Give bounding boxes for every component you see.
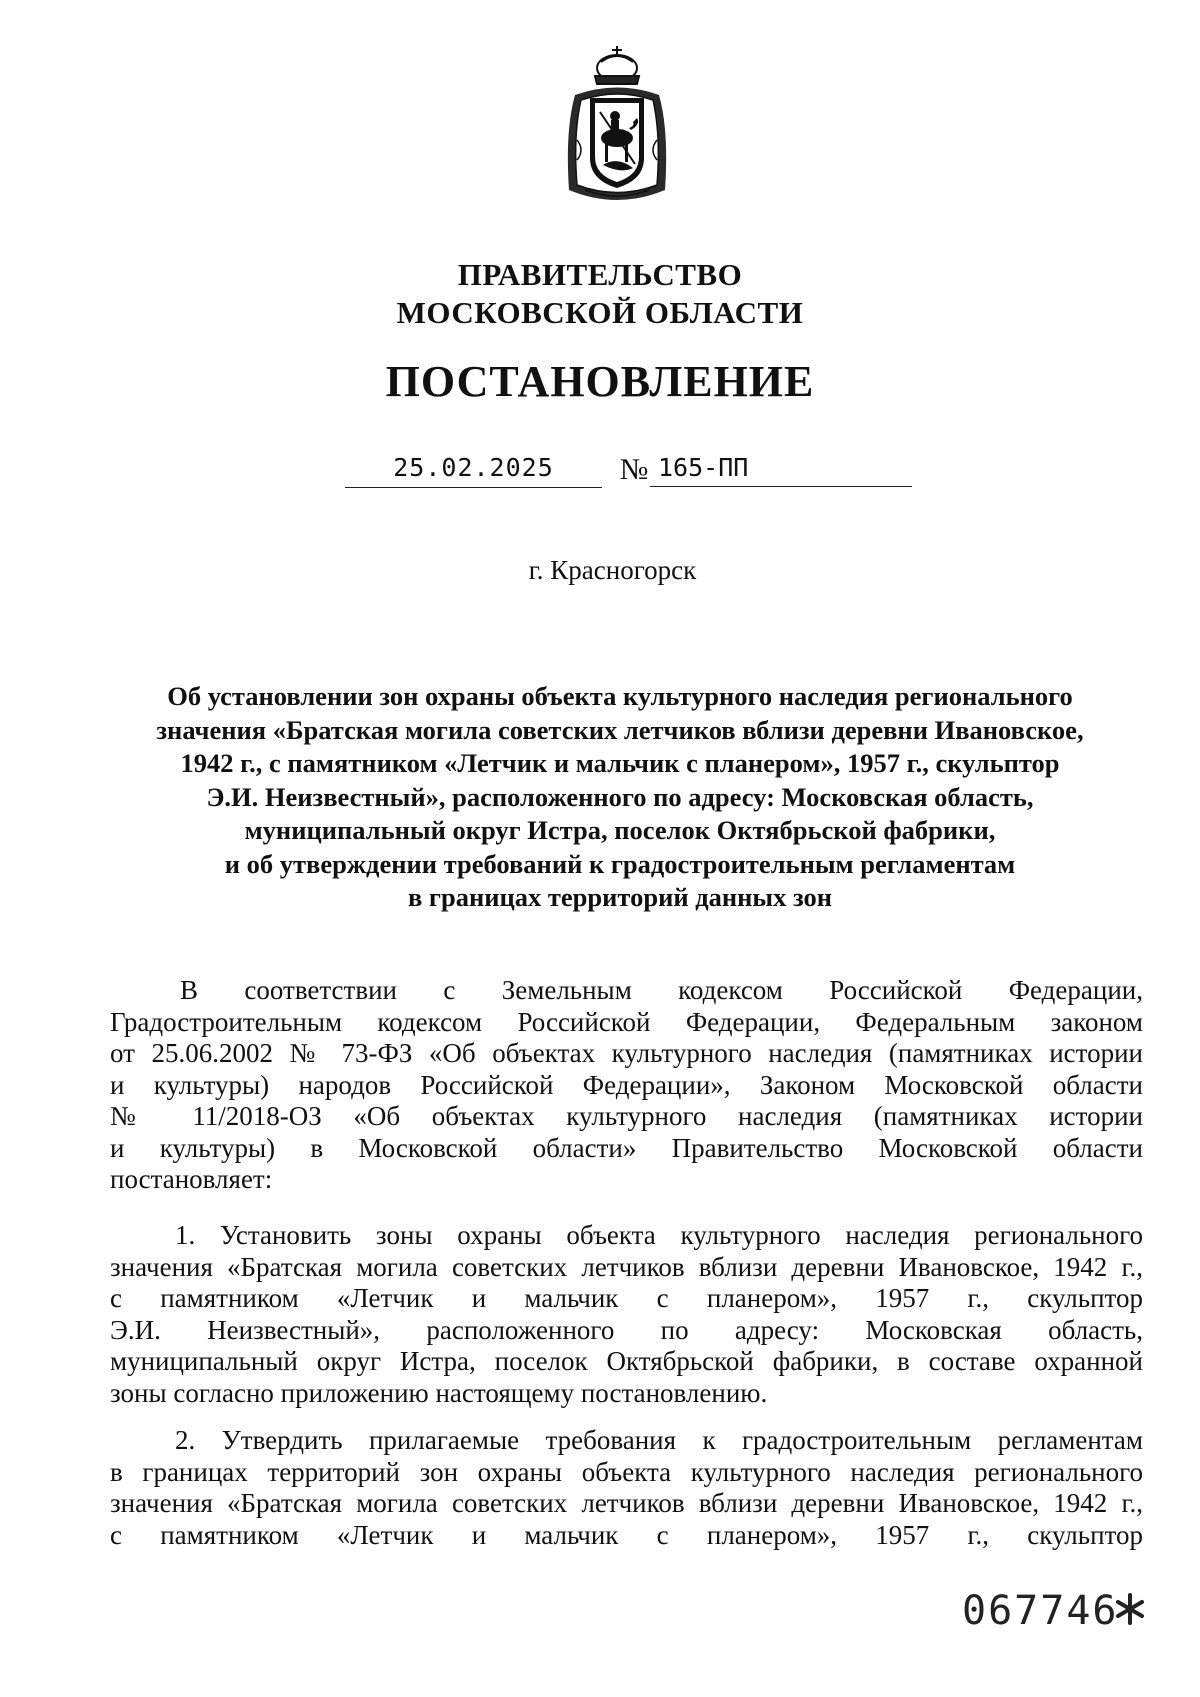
paragraph-line: В соответствии с Земельным кодексом Российской Федерации, [180,975,1143,1005]
paragraph-line: Градостроительным кодексом Российской Федерации, Федеральным законом [110,1006,1143,1037]
paragraph-line: в границах территорий зон охраны объекта культурного наследия регионального [110,1456,1143,1487]
document-title [100,680,1140,915]
asterisk-icon [1110,1589,1150,1629]
title-line: 1942 г., с памятником «Летчик и мальчик с планером», 1957 г., скульптор [180,748,1060,778]
clause-2-paragraph [110,1425,1143,1551]
serial-number: 067746 [962,1588,1119,1634]
title-line: Э.И. Неизвестный», расположенного по адресу: Московская область, [206,781,1034,812]
paragraph-line: Э.И. Неизвестный», расположенного по адресу: Московская область, [110,1314,1143,1345]
preamble-paragraph [110,975,1143,1196]
paragraph-line: муниципальный округ Истра, поселок Октябрьской фабрики, в составе охранной [110,1346,1143,1376]
paragraph-line: с памятником «Летчик и мальчик с планером», 1957 г., скульптор [110,1283,1143,1313]
document-type-heading: ПОСТАНОВЛЕНИЕ [385,357,815,406]
paragraph-line: зоны согласно приложению настоящему постановлению. [110,1377,768,1408]
organization-name-line1: ПРАВИТЕЛЬСТВО [457,257,743,292]
paragraph-line: значения «Братская могила советских летчиков вблизи деревни Ивановское, 1942 г., [110,1251,1143,1282]
title-line: значения «Братская могила советских летчиков вблизи деревни Ивановское, [156,714,1084,745]
title-line: в границах территорий данных зон [408,882,832,912]
paragraph-line: 1. Установить зоны охраны объекта культурного наследия регионального [175,1220,1143,1250]
title-line: муниципальный округ Истра, поселок Октябрьской фабрики, [244,815,996,845]
paragraph-line: и культуры) народов Российской Федерации», Законом Московской области [110,1069,1143,1100]
paragraph-line: и культуры) в Московской области» Правительство Московской области [110,1132,1143,1163]
clause-1-paragraph [110,1220,1143,1409]
paragraph-line: № 11/2018-ОЗ «Об объектах культурного наследия (памятниках истории [110,1101,1143,1131]
number-sign: № [619,453,649,486]
paragraph-line: 2. Утвердить прилагаемые требования к градостроительным регламентам [175,1425,1143,1455]
document-date: 25.02.2025 [345,451,602,488]
title-line: и об утверждении требований к градостроительным регламентам [224,848,1016,879]
title-line: Об установлении зон охраны объекта культурного наследия регионального [167,681,1073,711]
paragraph-line: с памятником «Летчик и мальчик с планером», 1957 г., скульптор [110,1519,1143,1550]
paragraph-line: значения «Братская могила советских летчиков вблизи деревни Ивановское, 1942 г., [110,1488,1143,1518]
coat-of-arms-emblem [555,40,680,210]
paragraph-line: от 25.06.2002 № 73-ФЗ «Об объектах культурного наследия (памятниках истории [110,1038,1143,1068]
city-of-issue: г. Красногорск [528,555,697,585]
paragraph-line: постановляет: [110,1164,273,1194]
document-number: 165-ПП [650,451,912,487]
organization-name-line2: МОСКОВСКОЙ ОБЛАСТИ [396,295,804,330]
